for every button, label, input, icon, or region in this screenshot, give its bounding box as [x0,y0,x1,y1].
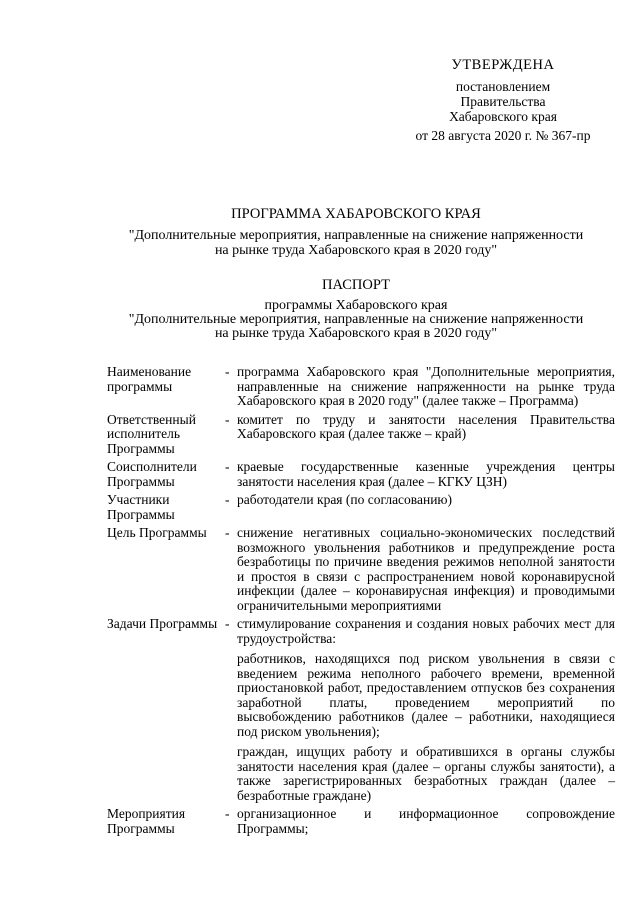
passport-row-tasks [107,617,615,803]
passport-subtitle-line: "Дополнительные мероприятия, направленные на снижение напряженности [128,312,584,327]
row-value [237,413,615,442]
row-value-paragraph: комитет по труду и занятости населения Правительства Хабаровского края (далее также – край) [237,411,615,441]
program-subtitle [96,228,616,258]
row-dash: - [225,806,230,821]
row-label: Цель Программы [107,525,207,540]
row-value [237,526,615,613]
passport-row-responsible [107,413,615,457]
row-label: Задачи Программы [107,616,218,631]
row-value-paragraph: программа Хабаровского края "Дополнительные мероприятия, направленные на снижение напряженности на рынке труда Хабаровского края в 2020 году" (далее также – Программа) [237,364,615,408]
row-dash: - [225,525,230,540]
row-value-paragraph: работников, находящихся под риском увольнения в связи с введением режима неполного рабочего времени, временной приостановкой работ, предоставлением отпусков без сохранения заработной платы, проведением мероприятий по высвобождению работников (далее – работники, находящиеся под риском увольнения); [237,651,615,739]
approval-date: от 28 августа 2020 г. № 367-пр [415,128,591,143]
program-subtitle-line: "Дополнительные мероприятия, направленные на снижение напряженности [128,228,584,243]
approval-block [386,58,620,143]
row-label: Мероприятия Программы [107,806,186,836]
row-label: Участники Программы [107,492,175,522]
approval-line: постановлением [455,79,551,94]
approval-line: Правительства [460,94,546,109]
row-value-paragraph: работодатели края (по согласованию) [237,492,453,507]
program-subtitle-line: на рынке труда Хабаровского края в 2020 году" [214,243,498,258]
row-dash: - [225,492,230,507]
row-value-paragraph: краевые государственные казенные учреждения центры занятости населения края (далее – КГКУ ЦЗН) [237,459,615,489]
row-value-paragraph: организационное и информационное сопровождение Программы; [237,806,615,836]
approval-line: Хабаровского края [449,109,557,124]
row-value-paragraph: граждан, ищущих работу и обратившихся в органы службы занятости населения края (далее – органы службы занятости), а также зарегистрированных безработных граждан (далее – безработные граждане) [237,744,615,803]
approval-heading: УТВЕРЖДЕНА [451,57,555,73]
row-value [237,493,615,508]
passport-row-goal [107,526,615,613]
passport-row-name [107,365,615,409]
passport-subtitle-line: на рынке труда Хабаровского края в 2020 году" [214,326,498,341]
row-value-paragraph: снижение негативных социально-экономических последствий возможного увольнения работников и предупреждение роста безработицы по причине введения режимов неполной занятости и простоя в связи с распространением новой коронавирусной инфекции (далее – коронавирусная инфекция) и проводимыми ограничительными мероприятиями [237,525,615,613]
passport-row-coexecutors [107,460,615,489]
passport-title: ПАСПОРТ [322,277,390,293]
row-dash: - [225,411,230,427]
row-dash: - [225,364,230,379]
row-dash: - [225,459,230,474]
row-value [237,460,615,489]
row-label: Наименование программы [107,364,192,394]
passport-table [107,365,615,840]
row-label: Соисполнители Программы [107,459,197,489]
row-dash: - [225,616,230,631]
row-value [237,617,615,803]
row-label: Ответственный исполнитель Программы [107,411,196,456]
passport-subtitle [96,299,616,341]
row-value [237,365,615,409]
row-value-paragraph: стимулирование сохранения и создания новых рабочих мест для трудоустройства: [237,616,615,646]
passport-row-activities [107,807,615,836]
program-title: ПРОГРАММА ХАБАРОВСКОГО КРАЯ [231,206,481,222]
passport-row-participants [107,493,615,522]
row-value [237,807,615,836]
passport-subtitle-line: программы Хабаровского края [264,298,448,313]
